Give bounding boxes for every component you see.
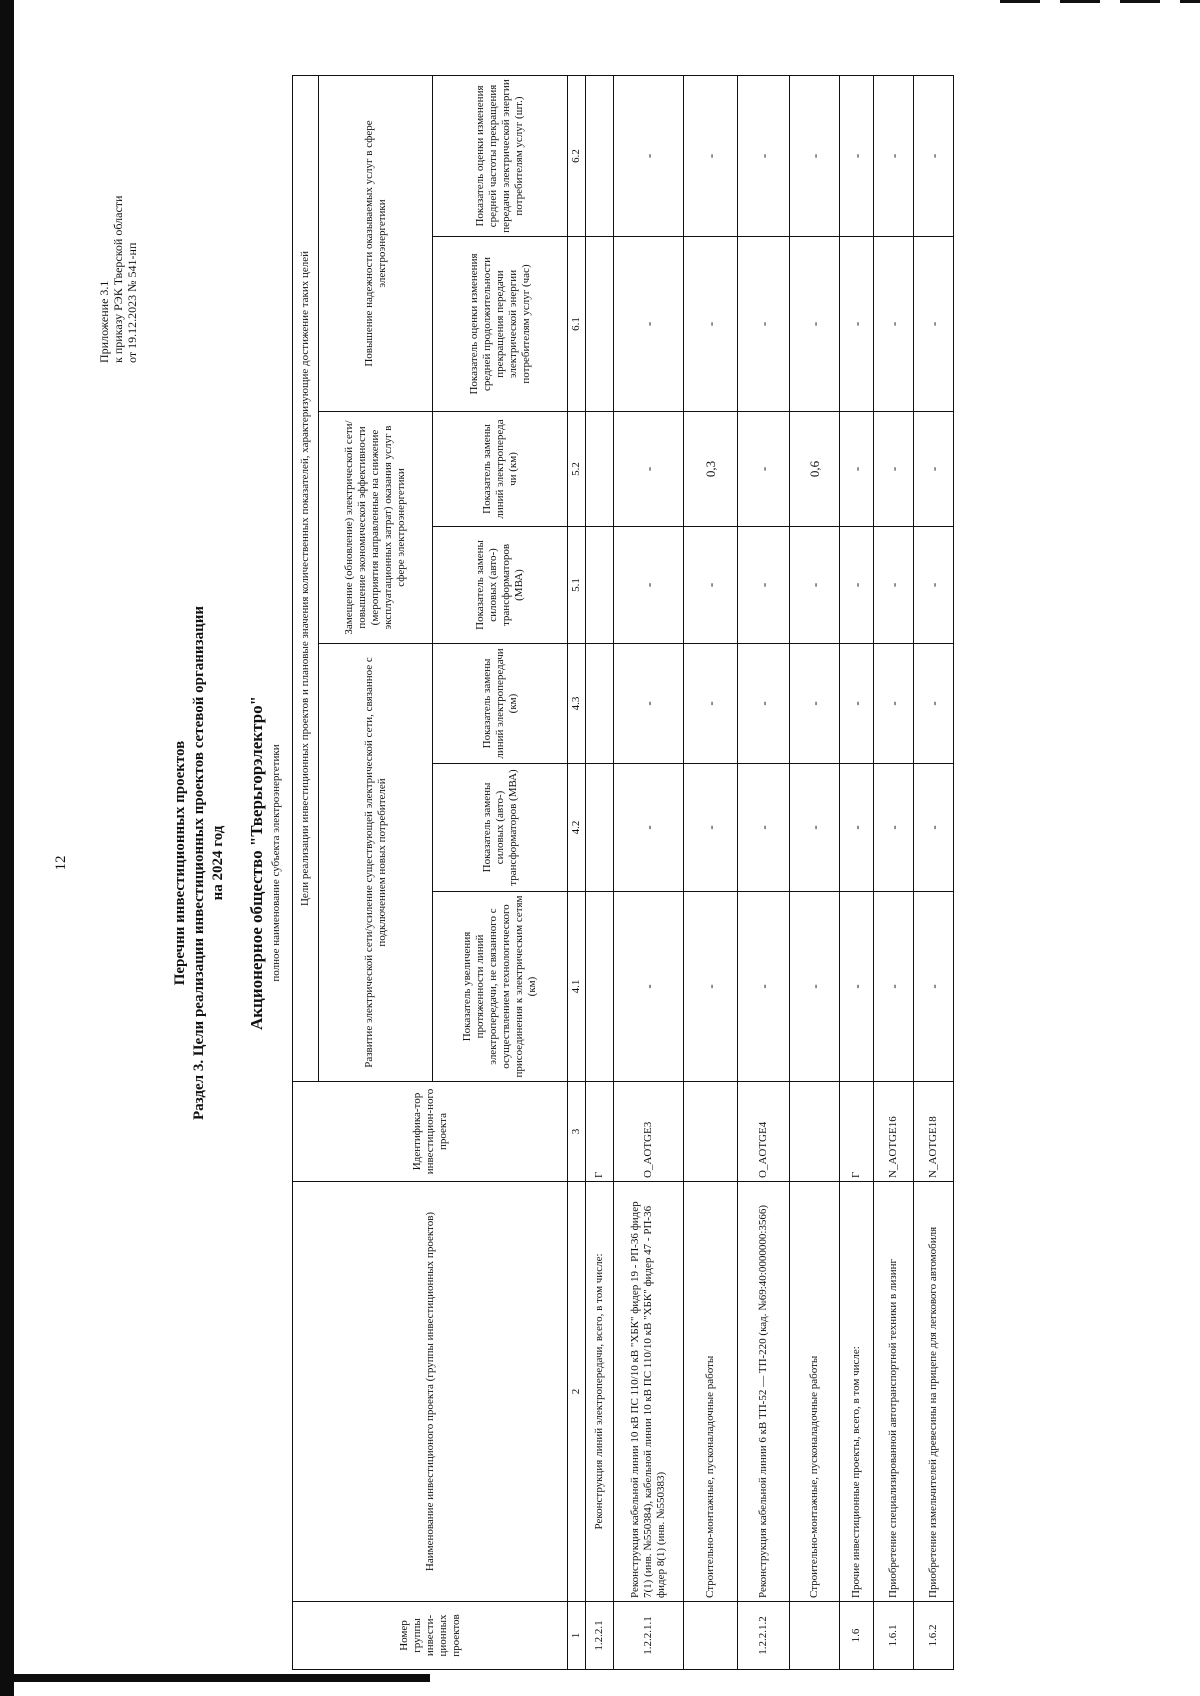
table-row: [586, 75, 614, 1669]
document-title: [171, 43, 228, 1683]
row-name: Приобретение измельчителей древесины на прицепе для легкового автомобиля: [914, 1182, 954, 1602]
cell-4-3: -: [614, 644, 684, 764]
cell-5-2: [586, 412, 614, 527]
row-identifier: O_AOTGE3: [614, 1082, 684, 1182]
row-identifier: N_AOTGE16: [874, 1082, 914, 1182]
row-name: Реконструкция кабельной линии 6 кВ ТП-52 — ТП-220 (кад. №69:40:0000000:3566): [738, 1182, 790, 1602]
header-ind-4-2: Показатель замены силовых (авто-) трансформаторов (МВА): [433, 764, 568, 892]
appendix-line3: от 19.12.2023 № 541-нп: [125, 242, 139, 363]
table-row: [914, 75, 954, 1669]
header-ind-6-1: Показатель оценки изменения средней продолжительности прекращения передачи электрической энергии потребителям услуг (час): [433, 237, 568, 412]
cell-5-1: -: [840, 527, 874, 644]
cell-6-2: -: [684, 75, 738, 236]
cell-6-2: -: [840, 75, 874, 236]
col-number: 5.2: [568, 412, 586, 527]
cell-5-2: -: [738, 412, 790, 527]
cell-5-1: -: [684, 527, 738, 644]
appendix-line1: Приложение 3.1: [97, 280, 111, 363]
rotated-page: [25, 43, 1170, 1683]
row-number: 1.2.2.1: [586, 1602, 614, 1670]
cell-5-1: -: [790, 527, 840, 644]
cell-6-2: [586, 75, 614, 236]
scan-edge-top: [1000, 0, 1200, 3]
cell-4-1: -: [738, 892, 790, 1082]
row-number: 1.2.2.1.2: [738, 1602, 790, 1670]
table-row: [790, 75, 840, 1669]
title-line3: на 2024 год: [210, 825, 226, 901]
col-number: 3: [568, 1082, 586, 1182]
header-identifier: Идентифика-тор инвестицион-ного проекта: [293, 1082, 568, 1182]
cell-4-1: -: [684, 892, 738, 1082]
cell-4-3: -: [684, 644, 738, 764]
cell-4-3: -: [874, 644, 914, 764]
row-name: Реконструкция линий электропередачи, всего, в том числе:: [586, 1182, 614, 1602]
header-goal-replacement: Замещение (обновление) электрической сети/повышение экономической эффективности (мероприятия направленные на снижение эксплуатационных затрат) оказания услуг в сфере электроэнергетики: [319, 412, 433, 644]
cell-4-2: -: [790, 764, 840, 892]
cell-5-2: -: [840, 412, 874, 527]
page-number: 12: [53, 855, 69, 871]
cell-4-3: -: [840, 644, 874, 764]
cell-6-2: -: [614, 75, 684, 236]
header-ind-5-1: Показатель замены силовых (авто-) трансформаторов (МВА): [433, 527, 568, 644]
cell-5-1: -: [614, 527, 684, 644]
header-project-name: Наименование инвестиционого проекта (группы инвестиционных проектов): [293, 1182, 568, 1602]
cell-5-1: -: [914, 527, 954, 644]
col-number: 4.2: [568, 764, 586, 892]
goals-table: [292, 75, 954, 1670]
row-number: 1.6: [840, 1602, 874, 1670]
cell-6-1: -: [790, 237, 840, 412]
row-name: Прочие инвестиционные проекты, всего, в том числе:: [840, 1182, 874, 1602]
cell-5-2: -: [874, 412, 914, 527]
table-row: [738, 75, 790, 1669]
cell-4-1: -: [790, 892, 840, 1082]
cell-6-1: -: [684, 237, 738, 412]
cell-5-1: [586, 527, 614, 644]
col-number: 1: [568, 1602, 586, 1670]
cell-6-2: -: [874, 75, 914, 236]
title-line1: Перечни инвестиционных проектов: [172, 740, 188, 986]
header-group-no: Номер группы инвести-ционных проектов: [293, 1602, 568, 1670]
cell-4-2: -: [840, 764, 874, 892]
col-number: 4.1: [568, 892, 586, 1082]
cell-4-1: -: [914, 892, 954, 1082]
row-number: 1.6.1: [874, 1602, 914, 1670]
cell-4-3: -: [914, 644, 954, 764]
row-number: [684, 1602, 738, 1670]
row-identifier: Г: [586, 1082, 614, 1182]
row-identifier: [684, 1082, 738, 1182]
row-name: Строительно-монтажные, пусконаладочные работы: [684, 1182, 738, 1602]
table-row: [614, 75, 684, 1669]
row-identifier: O_AOTGE4: [738, 1082, 790, 1182]
col-number: 6.2: [568, 75, 586, 236]
row-number: [790, 1602, 840, 1670]
table-row: [874, 75, 914, 1669]
cell-4-2: -: [614, 764, 684, 892]
cell-4-3: -: [790, 644, 840, 764]
row-identifier: [790, 1082, 840, 1182]
table-row: [840, 75, 874, 1669]
cell-4-1: -: [614, 892, 684, 1082]
cell-5-1: -: [738, 527, 790, 644]
header-goal-reliability: Повышение надежности оказываемых услуг в сфере электроэнергетики: [319, 75, 433, 411]
cell-6-1: -: [614, 237, 684, 412]
cell-6-1: -: [874, 237, 914, 412]
cell-4-2: -: [738, 764, 790, 892]
cell-4-2: -: [914, 764, 954, 892]
cell-5-1: -: [874, 527, 914, 644]
cell-5-2: -: [614, 412, 684, 527]
cell-4-2: [586, 764, 614, 892]
cell-6-2: -: [914, 75, 954, 236]
cell-4-3: -: [738, 644, 790, 764]
col-number: 2: [568, 1182, 586, 1602]
header-ind-5-2: Показатель замены линий электропереда чи (км): [433, 412, 568, 527]
header-ind-4-3: Показатель замены линий электропередачи (км): [433, 644, 568, 764]
cell-4-3: [586, 644, 614, 764]
col-number: 6.1: [568, 237, 586, 412]
cell-4-1: -: [840, 892, 874, 1082]
cell-5-2: 0,3: [684, 412, 738, 527]
cell-4-1: -: [874, 892, 914, 1082]
cell-4-2: -: [684, 764, 738, 892]
col-number: 5.1: [568, 527, 586, 644]
header-goal-development: Развитие электрической сети/усиление существующей электрической сети, связанное с подключением новых потребителей: [319, 644, 433, 1082]
cell-6-1: -: [840, 237, 874, 412]
cell-4-1: [586, 892, 614, 1082]
cell-4-2: -: [874, 764, 914, 892]
cell-6-1: [586, 237, 614, 412]
row-identifier: N_AOTGE18: [914, 1082, 954, 1182]
cell-5-2: 0,6: [790, 412, 840, 527]
row-number: 1.2.2.1.1: [614, 1602, 684, 1670]
row-name: Строительно-монтажные, пусконаладочные работы: [790, 1182, 840, 1602]
header-ind-6-2: Показатель оценки изменения средней частоты прекращения передачи электрической энергии потребителям услуг (шт.): [433, 75, 568, 236]
cell-6-1: -: [914, 237, 954, 412]
row-number: 1.6.2: [914, 1602, 954, 1670]
organization-subtitle: полное наименование субъекта электроэнергетики: [270, 744, 282, 982]
row-identifier: Г: [840, 1082, 874, 1182]
organization-name: Акционерное общество "Тверьгорэлектро": [247, 695, 266, 1031]
cell-6-2: -: [790, 75, 840, 236]
cell-6-2: -: [738, 75, 790, 236]
col-number: 4.3: [568, 644, 586, 764]
header-goals: Цели реализации инвестиционных проектов и плановые значения количественных показателей, характеризующие достижение таких целей: [293, 75, 319, 1081]
cell-6-1: -: [738, 237, 790, 412]
table-row: [684, 75, 738, 1669]
appendix-line2: к приказу РЭК Тверской области: [111, 195, 125, 363]
cell-5-2: -: [914, 412, 954, 527]
title-line2: Раздел 3. Цели реализации инвестиционных проектов сетевой организации: [191, 605, 207, 1121]
appendix-note: [97, 196, 139, 363]
header-ind-4-1: Показатель увеличения протяженности линий электропередачи, не связанного с осуществлением технологического присоединения к электрическим сетям (км): [433, 892, 568, 1082]
row-name: Реконструкция кабельной линии 10 кВ ПС 110/10 кВ "ХБК" фидер 19 - РП-36 фидер 7(1) (инв. №550384), кабельной линии 10 кВ ПС 110/10 кВ "ХБК" фидер 47 - РП-36 фидер 8(1) (инв. №550383): [614, 1182, 684, 1602]
row-name: Приобретение специализированной автотранспортной техники в лизинг: [874, 1182, 914, 1602]
scan-edge-left: [0, 0, 14, 1696]
